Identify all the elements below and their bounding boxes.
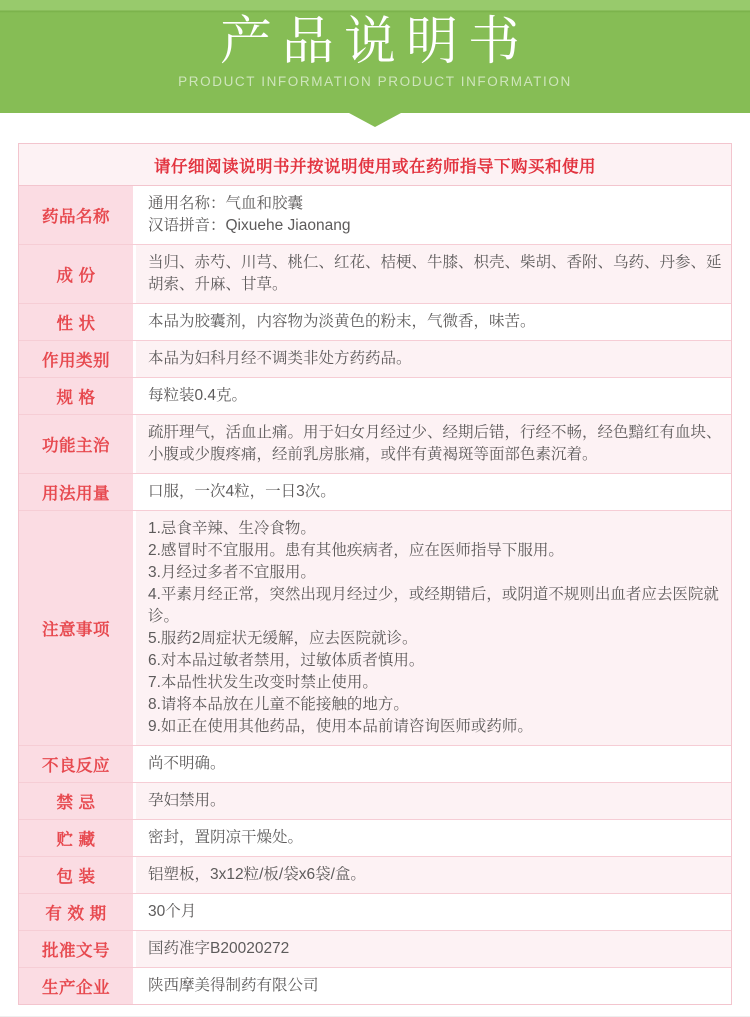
row-label: 性 状: [19, 304, 136, 340]
row-label: 禁 忌: [19, 783, 136, 819]
table-row: [19, 857, 731, 894]
content-line: 汉语拼音：Qixuehe Jiaonang: [148, 217, 351, 234]
content-line: 1.忌食辛辣、生冷食物。: [148, 520, 316, 537]
table-row: [19, 474, 731, 511]
row-content: [136, 341, 731, 377]
header-banner: [0, 0, 750, 113]
table-row: [19, 931, 731, 968]
table-row: [19, 820, 731, 857]
content-line: 尚不明确。: [148, 755, 226, 772]
content-line: 8.请将本品放在儿童不能接触的地方。: [148, 696, 409, 713]
content-line: 本品为胶囊剂，内容物为淡黄色的粉末，气微香，味苦。: [148, 313, 536, 330]
content-line: 3.月经过多者不宜服用。: [148, 564, 316, 581]
row-content: [136, 746, 731, 782]
row-label: 批准文号: [19, 931, 136, 967]
page-title: 产品说明书: [219, 13, 530, 71]
row-label: 规 格: [19, 378, 136, 414]
content-line: 4.平素月经正常，突然出现月经过少，或经期错后，或阴道不规则出血者应去医院就诊。: [148, 586, 719, 625]
usage-notice: 请仔细阅读说明书并按说明使用或在药师指导下购买和使用: [19, 144, 731, 186]
content-line: 口服，一次4粒，一日3次。: [148, 483, 336, 500]
row-label: 包 装: [19, 857, 136, 893]
content-line: 6.对本品过敏者禁用，过敏体质者慎用。: [148, 652, 425, 669]
table-row: [19, 304, 731, 341]
row-label: 药品名称: [19, 186, 136, 244]
content-line: 通用名称：气血和胶囊: [148, 195, 304, 212]
row-label: 作用类别: [19, 341, 136, 377]
row-content: [136, 820, 731, 856]
content-line: 30个月: [148, 903, 197, 920]
content-line: 陕西摩美得制药有限公司: [148, 977, 319, 994]
content-line: 2.感冒时不宜服用。患有其他疾病者，应在医师指导下服用。: [148, 542, 564, 559]
row-label: 成 份: [19, 245, 136, 303]
row-content: [136, 783, 731, 819]
row-content: [136, 186, 731, 244]
row-content: [136, 894, 731, 930]
row-content: [136, 931, 731, 967]
row-label: 贮 藏: [19, 820, 136, 856]
row-label: 不良反应: [19, 746, 136, 782]
row-content: [136, 378, 731, 414]
content-line: 铝塑板，3x12粒/板/袋x6袋/盒。: [148, 866, 366, 883]
table-row: [19, 783, 731, 820]
row-content: [136, 857, 731, 893]
row-content: [136, 511, 731, 745]
row-label: 功能主治: [19, 415, 136, 473]
content-line: 5.服药2周症状无缓解，应去医院就诊。: [148, 630, 418, 647]
content-line: 7.本品性状发生改变时禁止使用。: [148, 674, 378, 691]
table-row: [19, 894, 731, 931]
table-row: [19, 341, 731, 378]
content-line: 国药准字B20020272: [148, 940, 290, 957]
content-line: 密封，置阴凉干燥处。: [148, 829, 304, 846]
row-content: [136, 968, 731, 1004]
row-label: 注意事项: [19, 511, 136, 745]
table-row: [19, 378, 731, 415]
table-row: [19, 245, 731, 304]
content-line: 每粒装0.4克。: [148, 387, 248, 404]
row-content: [136, 304, 731, 340]
row-label: 生产企业: [19, 968, 136, 1004]
row-content: [136, 474, 731, 510]
banner-pointer-triangle: [349, 113, 401, 127]
content-line: 孕妇禁用。: [148, 792, 226, 809]
row-label: 用法用量: [19, 474, 136, 510]
table-row: [19, 415, 731, 474]
content-line: 9.如正在使用其他药品，使用本品前请咨询医师或药师。: [148, 718, 533, 735]
table-row: [19, 968, 731, 1004]
row-label: 有 效 期: [19, 894, 136, 930]
page-subtitle: PRODUCT INFORMATION PRODUCT INFORMATION: [178, 74, 572, 89]
content-line: 当归、赤芍、川芎、桃仁、红花、桔梗、牛膝、枳壳、柴胡、香附、乌药、丹参、延胡索、升麻、甘草。: [148, 254, 722, 293]
table-row: [19, 511, 731, 746]
row-content: [136, 245, 731, 303]
content-line: 疏肝理气，活血止痛。用于妇女月经过少、经期后错，行经不畅，经色黯红有血块、小腹或少腹疼痛，经前乳房胀痛，或伴有黄褐斑等面部色素沉着。: [148, 424, 722, 463]
table-row: [19, 746, 731, 783]
spec-rows: [19, 186, 731, 1004]
table-row: [19, 186, 731, 245]
row-content: [136, 415, 731, 473]
content-line: 本品为妇科月经不调类非处方药药品。: [148, 350, 412, 367]
product-spec-table: [18, 143, 732, 1005]
